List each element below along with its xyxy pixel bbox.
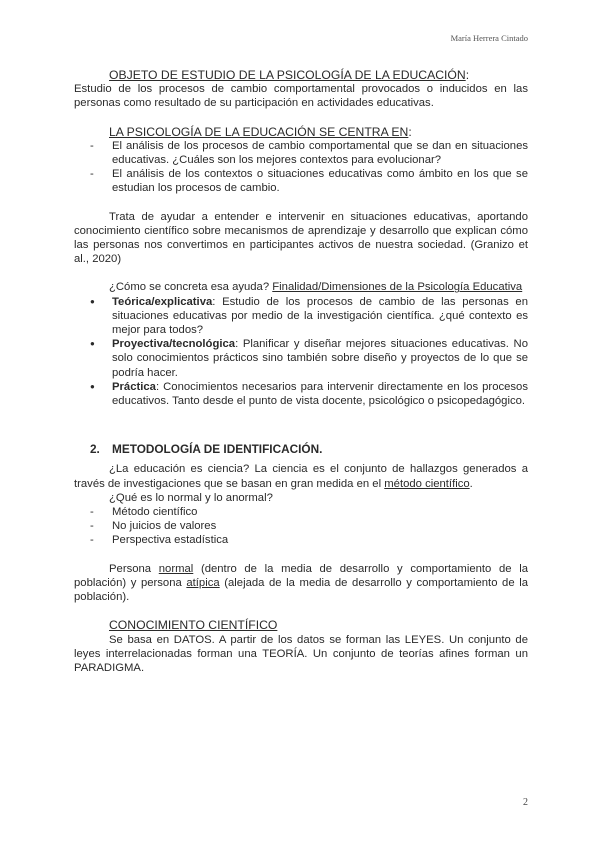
persona-text: (dentro de la media de desarrollo y comportamiento de la población) y persona	[74, 562, 529, 589]
paragraph-conocimiento: Se basa en DATOS. A partir de los datos se forman las LEYES. Un conjunto de leyes interrelacionadas forman una TEORÍA. Un conjunto de teorías afines forman un PARADIGMA.	[74, 633, 528, 674]
finalidad-link[interactable]: Finalidad/Dimensiones de la Psicología Educativa	[272, 281, 523, 294]
list-item: - El análisis de los procesos de cambio comportamental que se dan en situaciones educativas. ¿Cuáles son los mejores contextos para evolucionar?	[74, 139, 528, 167]
paragraph-normal-question: ¿Qué es lo normal y lo anormal?	[109, 491, 273, 504]
ciencia-text: ¿La educación es ciencia? La ciencia es el conjunto de hallazgos generados a través de investigaciones que se basan en gran medida en el	[74, 463, 528, 490]
document-body	[74, 68, 528, 675]
section-heading-conocimiento: CONOCIMIENTO CIENTÍFICO	[109, 618, 278, 633]
section-heading-centra	[109, 125, 528, 139]
list-item: - El análisis de los contextos o situaciones educativas como ámbito en los que se estudian los procesos de cambio.	[74, 167, 528, 195]
term: Práctica	[112, 380, 156, 393]
paragraph-ayuda-question	[74, 280, 528, 294]
list-item: - No juicios de valores	[74, 519, 528, 533]
term-description: : Planificar y diseñar mejores situaciones educativas. No solo conocimientos prácticos sino también sobre diseño y proyectos de lo que se podría hacer.	[112, 338, 528, 379]
atipica-term: atípica	[186, 576, 220, 589]
list-item	[74, 380, 528, 408]
heading-text: OBJETO DE ESTUDIO DE LA PSICOLOGÍA DE LA EDUCACIÓN	[109, 68, 466, 82]
persona-text: Persona	[109, 562, 159, 575]
section-heading-metodologia	[74, 442, 528, 456]
section-number: 2.	[90, 442, 100, 457]
list-item: - Perspectiva estadística	[74, 533, 528, 547]
persona-text: (alejada de la media de desarrollo y comportamiento de la población).	[74, 576, 528, 604]
term: Proyectiva/tecnológica	[112, 338, 236, 351]
term-description: : Estudio de los procesos de cambio de las personas en situaciones educativas por medio de la investigación científica. ¿qué contexto es mejor para todos?	[112, 295, 528, 337]
normal-term: normal	[158, 562, 194, 575]
heading-colon: :	[465, 68, 470, 82]
term: Teórica/explicativa	[112, 295, 213, 308]
list-item	[74, 337, 528, 380]
page-number: 2	[523, 797, 528, 808]
bullet-list-dimensiones	[74, 295, 528, 409]
paragraph-persona	[74, 562, 528, 605]
dash-list-normal	[74, 505, 528, 548]
heading-text: LA PSICOLOGÍA DE LA EDUCACIÓN SE CENTRA EN	[109, 124, 409, 139]
paragraph-objeto: Estudio de los procesos de cambio comportamental provocados o inducidos en las personas como resultado de su participación en actividades educativas.	[74, 83, 528, 110]
question-text: ¿Cómo se concreta esa ayuda?	[109, 281, 273, 294]
dash-list-centra	[74, 139, 528, 196]
term-description: : Conocimientos necesarios para intervenir directamente en los procesos educativos. Tanto desde el punto de vista docente, psicológico o psicopedagógico.	[112, 380, 528, 408]
list-item: - Método científico	[74, 505, 528, 519]
metodo-cientifico-link[interactable]: método científico	[384, 477, 470, 490]
ciencia-end: .	[469, 477, 473, 490]
section-heading-objeto	[109, 68, 528, 82]
paragraph-trata: Trata de ayudar a entender e intervenir en situaciones educativas, aportando conocimiento científico sobre mecanismos de aprendizaje y desarrollo que explican cómo las personas nos convertimos en participantes activos de nuestra sociedad. (Granizo et al., 2020)	[74, 210, 528, 266]
list-item	[74, 295, 528, 338]
heading-colon: :	[408, 124, 412, 139]
paragraph-ciencia	[74, 462, 528, 490]
section-title: METODOLOGÍA DE IDENTIFICACIÓN.	[112, 442, 323, 457]
page-header-author: María Herrera Cintado	[450, 33, 528, 43]
